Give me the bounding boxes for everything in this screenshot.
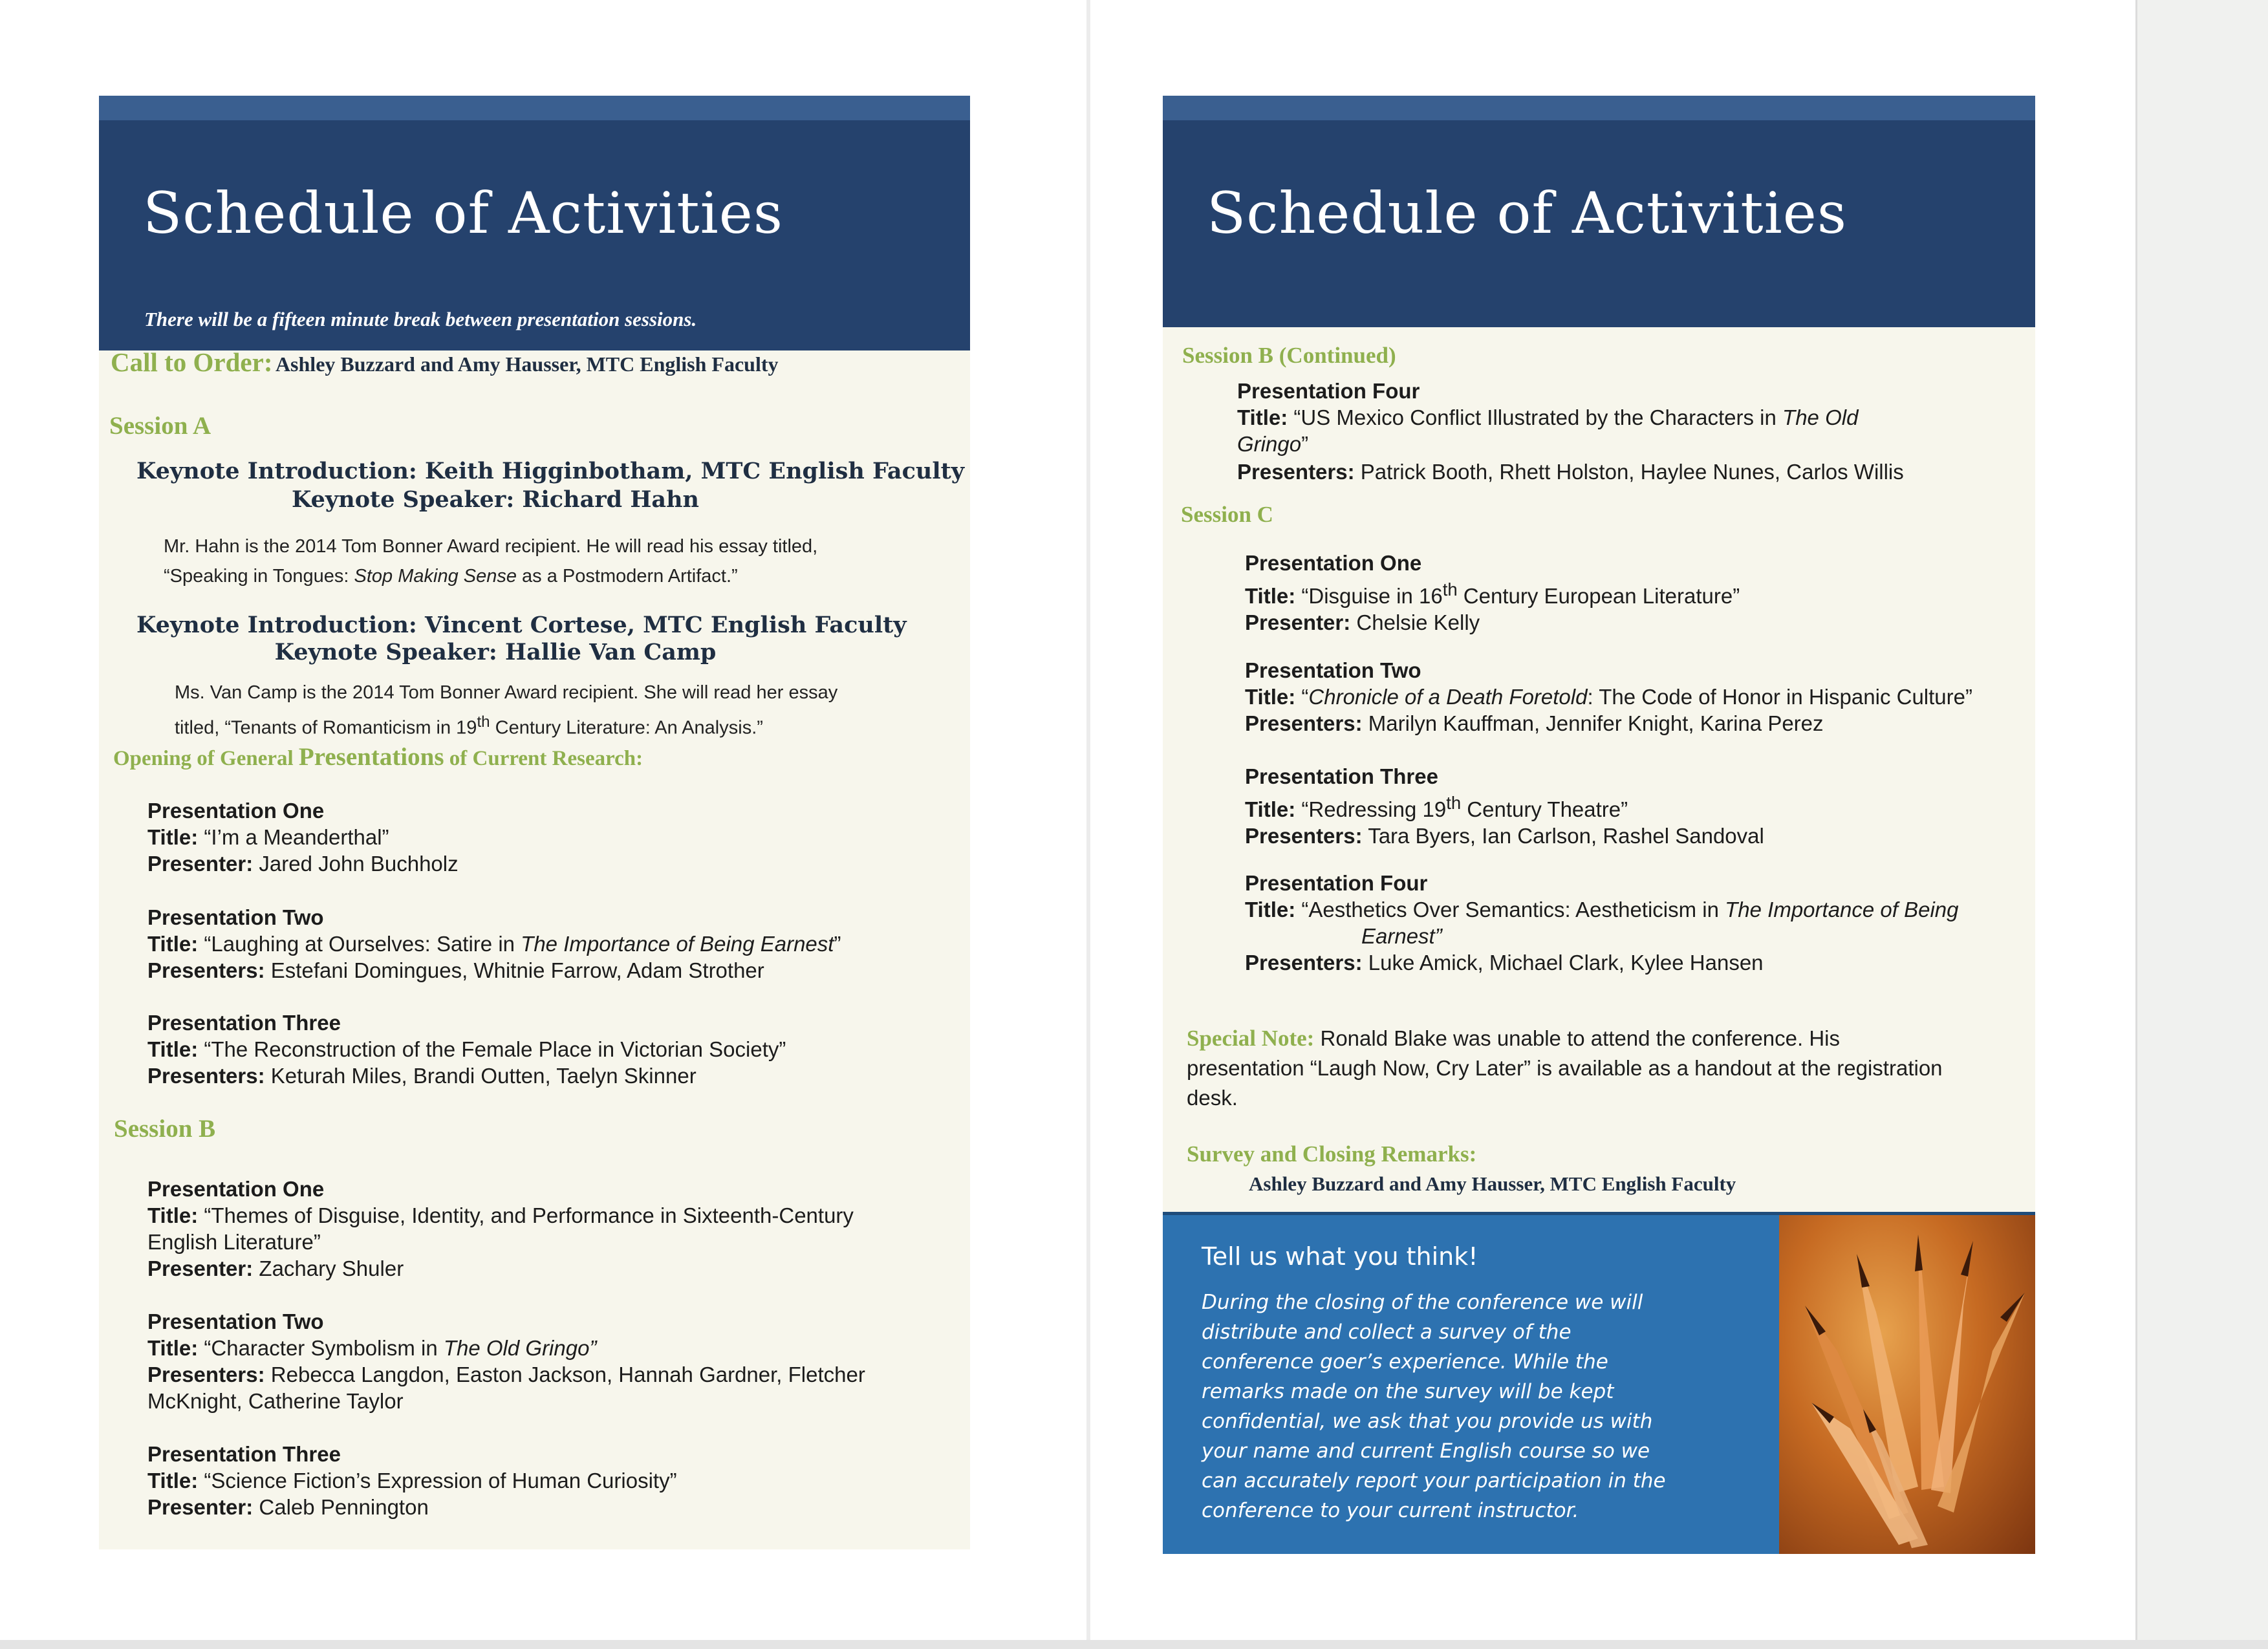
special-note-line1: Ronald Blake was unable to attend the conference. His <box>1320 1026 1841 1050</box>
presenters: Tara Byers, Ian Carlson, Rashel Sandoval <box>1368 824 1764 848</box>
opening-label-a: Opening of General <box>113 747 299 770</box>
keynote2-introduction: Keynote Introduction: Vincent Cortese, MTC English Faculty <box>136 612 907 638</box>
feedback-line: conference to your current instructor. <box>1202 1499 1579 1522</box>
presenters-line2: McKnight, Catherine Taylor <box>147 1389 404 1413</box>
special-note-label: Special Note: <box>1187 1026 1315 1051</box>
general-presentation-two <box>147 904 949 984</box>
presentation-title: “The Reconstruction of the Female Place in Victorian Society” <box>204 1037 786 1061</box>
presentation-title-pre: “Disguise in 16 <box>1301 584 1443 608</box>
presentation-heading: Presentation Three <box>147 1011 341 1035</box>
session-c-presentation-four <box>1245 870 2021 976</box>
feedback-line: distribute and collect a survey of the <box>1202 1320 1571 1344</box>
general-presentation-three <box>147 1009 949 1089</box>
presentation-heading: Presentation Two <box>147 1310 324 1333</box>
presenters-label: Presenters: <box>147 958 265 982</box>
presenters-label: Presenter: <box>147 852 254 876</box>
presentation-heading: Presentation Two <box>1245 658 1421 682</box>
closing-label: Survey and Closing Remarks: <box>1187 1141 1477 1167</box>
presenters-label: Presenter: <box>147 1495 254 1519</box>
presentation-title-italic1: The Importance of Being <box>1725 898 1959 921</box>
session-b-presentation-one <box>147 1176 949 1282</box>
presentation-title-post: : The Code of Honor in Hispanic Culture” <box>1587 685 1972 709</box>
session-c-presentation-three <box>1245 763 2021 849</box>
title-label: Title: <box>147 825 199 849</box>
session-b-label: Session B <box>114 1115 216 1143</box>
presenters: Patrick Booth, Rhett Holston, Haylee Nunes, Carlos Willis <box>1360 460 1904 484</box>
presenters: Marilyn Kauffman, Jennifer Knight, Karina Perez <box>1368 711 1824 735</box>
presentation-title-pre: “US Mexico Conflict Illustrated by the Characters in <box>1293 405 1783 429</box>
presentation-title-post: ” <box>1301 432 1309 456</box>
keynote1-desc-line2-post: as a Postmodern Artifact.” <box>517 566 738 587</box>
presenters-label: Presenters: <box>147 1363 265 1386</box>
session-c-label: Session C <box>1181 502 1273 527</box>
pencils-image <box>1779 1215 2035 1554</box>
presenters-label: Presenter: <box>147 1256 254 1280</box>
presenters-label: Presenters: <box>1245 711 1363 735</box>
presentation-heading: Presentation Three <box>1245 764 1438 788</box>
presentation-title-italic1: The Old <box>1782 405 1859 429</box>
session-b-presentation-three <box>147 1441 949 1520</box>
page-edge <box>2135 0 2268 1649</box>
opening-label <box>113 742 643 771</box>
presentation-heading: Presentation Two <box>147 905 324 929</box>
presentation-heading: Presentation One <box>147 1177 325 1201</box>
presentation-heading: Presentation One <box>1245 551 1422 575</box>
presenters: Luke Amick, Michael Clark, Kylee Hansen <box>1368 951 1764 975</box>
presenters: Estefani Domingues, Whitnie Farrow, Adam Strother <box>270 958 764 982</box>
page-title: Schedule of Activities <box>143 180 783 246</box>
feedback-line: can accurately report your participation in the <box>1202 1469 1666 1493</box>
keynote2-desc-line1: Ms. Van Camp is the 2014 Tom Bonner Award recipient. She will read her essay <box>175 682 838 703</box>
keynote2-desc-line2-post: Century Literature: An Analysis.” <box>490 717 763 738</box>
presentation-heading: Presentation Three <box>147 1442 341 1466</box>
presenters: Jared John Buchholz <box>259 852 459 876</box>
presentation-title-pre: “Aesthetics Over Semantics: Aestheticism in <box>1301 898 1725 921</box>
page-subtitle: There will be a fifteen minute break between presentation sessions. <box>144 308 697 330</box>
presenters-line1: Rebecca Langdon, Easton Jackson, Hannah Gardner, Fletcher <box>270 1363 865 1386</box>
opening-label-b: Presentations <box>298 743 444 771</box>
presentation-title-sup: th <box>1442 579 1458 599</box>
presentation-heading: Presentation Four <box>1237 379 1420 403</box>
presenters-label: Presenters: <box>1237 460 1355 484</box>
title-label: Title: <box>147 1336 199 1360</box>
left-header <box>99 96 970 350</box>
special-note-line2: presentation “Laugh Now, Cry Later” is available as a handout at the registration <box>1187 1056 1943 1080</box>
feedback-line: remarks made on the survey will be kept <box>1202 1380 1614 1403</box>
presentation-heading: Presentation One <box>147 799 325 823</box>
call-to-order-label: Call to Order: <box>111 347 273 377</box>
keynote1-introduction: Keynote Introduction: Keith Higginbotham, MTC English Faculty <box>136 458 965 484</box>
title-label: Title: <box>1245 685 1296 709</box>
presentation-title: “Science Fiction’s Expression of Human Curiosity” <box>204 1469 677 1493</box>
presentation-title-italic: The Old Gringo” <box>443 1336 597 1360</box>
title-label: Title: <box>1245 797 1296 821</box>
feedback-line: During the closing of the conference we will <box>1202 1291 1643 1314</box>
feedback-line: confidential, we ask that you provide us with <box>1202 1410 1653 1433</box>
keynote2-speaker: Keynote Speaker: Hallie Van Camp <box>274 639 717 665</box>
session-c-presentation-two <box>1245 657 2021 737</box>
title-label: Title: <box>1237 405 1288 429</box>
keynote1-desc-line1: Mr. Hahn is the 2014 Tom Bonner Award recipient. He will read his essay titled, <box>164 536 818 557</box>
keynote2-description <box>175 678 951 743</box>
special-note-line3: desk. <box>1187 1086 1238 1110</box>
presenters-label: Presenters: <box>1245 824 1363 848</box>
presentation-title-pre: “Redressing 19 <box>1301 797 1447 821</box>
presentation-title-italic2: Earnest” <box>1361 924 1442 948</box>
session-b-presentation-four <box>1237 378 2013 485</box>
presentation-title-italic2: Gringo <box>1237 432 1302 456</box>
closing-text: Ashley Buzzard and Amy Hausser, MTC English Faculty <box>1249 1172 1736 1195</box>
presentation-title-line2: English Literature” <box>147 1230 321 1254</box>
scan-edge <box>0 1640 2268 1649</box>
session-b-continued-label: Session B (Continued) <box>1182 343 1396 368</box>
feedback-line: conference goer’s experience. While the <box>1202 1350 1608 1374</box>
right-header <box>1163 96 2035 327</box>
presentation-heading: Presentation Four <box>1245 871 1428 895</box>
presenters-label: Presenters: <box>1245 951 1363 975</box>
session-c-presentation-one <box>1245 550 2021 636</box>
title-label: Title: <box>147 1203 199 1227</box>
general-presentation-one <box>147 797 949 877</box>
feedback-body <box>1202 1288 1693 1525</box>
feedback-box <box>1163 1212 2035 1554</box>
presentation-title-post: Century Theatre” <box>1461 797 1628 821</box>
call-to-order <box>111 347 779 378</box>
pencils-illustration <box>1779 1215 2035 1554</box>
presentation-title: “I’m a Meanderthal” <box>204 825 389 849</box>
page-fold <box>1086 0 1090 1649</box>
title-label: Title: <box>1245 898 1296 921</box>
keynote2-desc-line2-pre: titled, “Tenants of Romanticism in 19 <box>175 717 477 738</box>
title-label: Title: <box>1245 584 1296 608</box>
presentation-title-sup: th <box>1446 793 1462 813</box>
presentation-title-line1: “Themes of Disguise, Identity, and Performance in Sixteenth-Century <box>204 1203 854 1227</box>
right-page <box>1163 96 2035 1551</box>
keynote1-desc-line2-italic: Stop Making Sense <box>354 566 517 587</box>
presentation-title-post: ” <box>834 932 841 956</box>
title-label: Title: <box>147 1469 199 1493</box>
presentation-title-italic: Chronicle of a Death Foretold <box>1308 685 1588 709</box>
presentation-title-pre: “ <box>1301 685 1309 709</box>
feedback-line: your name and current English course so we <box>1202 1439 1650 1463</box>
keynote1-speaker: Keynote Speaker: Richard Hahn <box>292 486 699 513</box>
presenters: Caleb Pennington <box>259 1495 429 1519</box>
keynote2-desc-sup: th <box>477 713 490 731</box>
title-label: Title: <box>147 932 199 956</box>
left-page <box>99 96 970 1549</box>
opening-label-c: of Current Research: <box>444 747 643 770</box>
presenters-label: Presenters: <box>147 1064 265 1088</box>
presentation-title-post: Century European Literature” <box>1457 584 1740 608</box>
presentation-title-italic: The Importance of Being Earnest <box>521 932 834 956</box>
presenters: Zachary Shuler <box>259 1256 404 1280</box>
session-a-label: Session A <box>109 412 211 440</box>
presentation-title-pre: “Character Symbolism in <box>204 1336 444 1360</box>
page-title: Schedule of Activities <box>1207 180 1847 246</box>
special-note <box>1187 1024 2002 1113</box>
keynote1-desc-line2-pre: “Speaking in Tongues: <box>164 566 354 587</box>
feedback-title: Tell us what you think! <box>1202 1242 1478 1271</box>
presenters: Chelsie Kelly <box>1356 610 1480 634</box>
presentation-title-pre: “Laughing at Ourselves: Satire in <box>204 932 521 956</box>
keynote1-description <box>164 532 940 591</box>
title-label: Title: <box>147 1037 199 1061</box>
call-to-order-text: Ashley Buzzard and Amy Hausser, MTC English Faculty <box>275 352 779 376</box>
presenters: Keturah Miles, Brandi Outten, Taelyn Skinner <box>270 1064 697 1088</box>
presenters-label: Presenter: <box>1245 610 1351 634</box>
session-b-presentation-two <box>147 1308 949 1414</box>
